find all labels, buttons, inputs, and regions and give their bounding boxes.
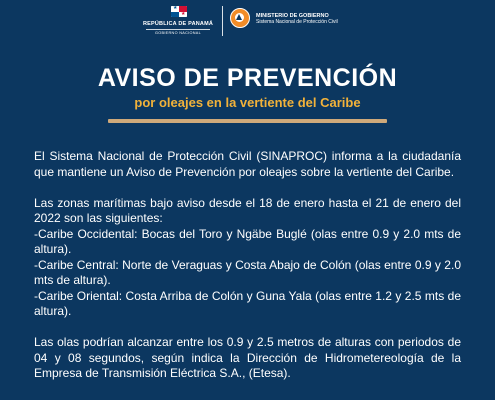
page-subtitle: por oleajes en la vertiente del Caribe [134, 95, 361, 110]
ministry-name: MINISTERIO DE GOBIERNO [256, 13, 329, 19]
notice-body [34, 149, 461, 382]
zones-intro: Las zonas marítimas bajo aviso desde el 18 de enero hasta el 21 de enero del 2022 son las siguientes: [34, 195, 461, 225]
intro-paragraph: El Sistema Nacional de Protección Civil (SINAPROC) informa a la ciudadanía que mantiene un Aviso de Prevención por oleajes sobre la vertiente del Caribe. [34, 149, 461, 179]
zone-item: -Caribe Occidental: Bocas del Toro y Ngäbe Buglé (olas entre 0.9 y 2.0 mts de altura). [34, 226, 461, 256]
page-title: AVISO DE PREVENCIÓN [97, 64, 398, 92]
closing-paragraph: Las olas podrían alcanzar entre los 0.9 y 2.5 metros de alturas con periodos de 04 y 08 segundos, según indica la Dirección de Hidrometereología de la Empresa de Transmisión Eléctrica S.A., (Etesa). [34, 335, 461, 380]
republic-name: REPÚBLICA DE PANAMÁ [142, 21, 214, 27]
republic-subtitle: GOBIERNO NACIONAL [154, 31, 202, 35]
panama-flag-icon: ★ ★ [173, 6, 186, 17]
ministry-block [256, 13, 338, 25]
header-divider [222, 6, 223, 36]
civil-protection-seal-icon [230, 8, 250, 28]
header [0, 0, 495, 48]
title-rule [108, 119, 387, 123]
zone-item: -Caribe Oriental: Costa Arriba de Colón y Guna Yala (olas entre 1.2 y 2.5 mts de altura). [34, 288, 461, 318]
ministry-subtitle: Sistema Nacional de Protección Civil [256, 19, 338, 25]
republic-divider [146, 29, 210, 30]
zone-item: -Caribe Central: Norte de Veraguas y Costa Abajo de Colón (olas entre 0.9 y 2.0 mts de altura). [34, 257, 461, 287]
